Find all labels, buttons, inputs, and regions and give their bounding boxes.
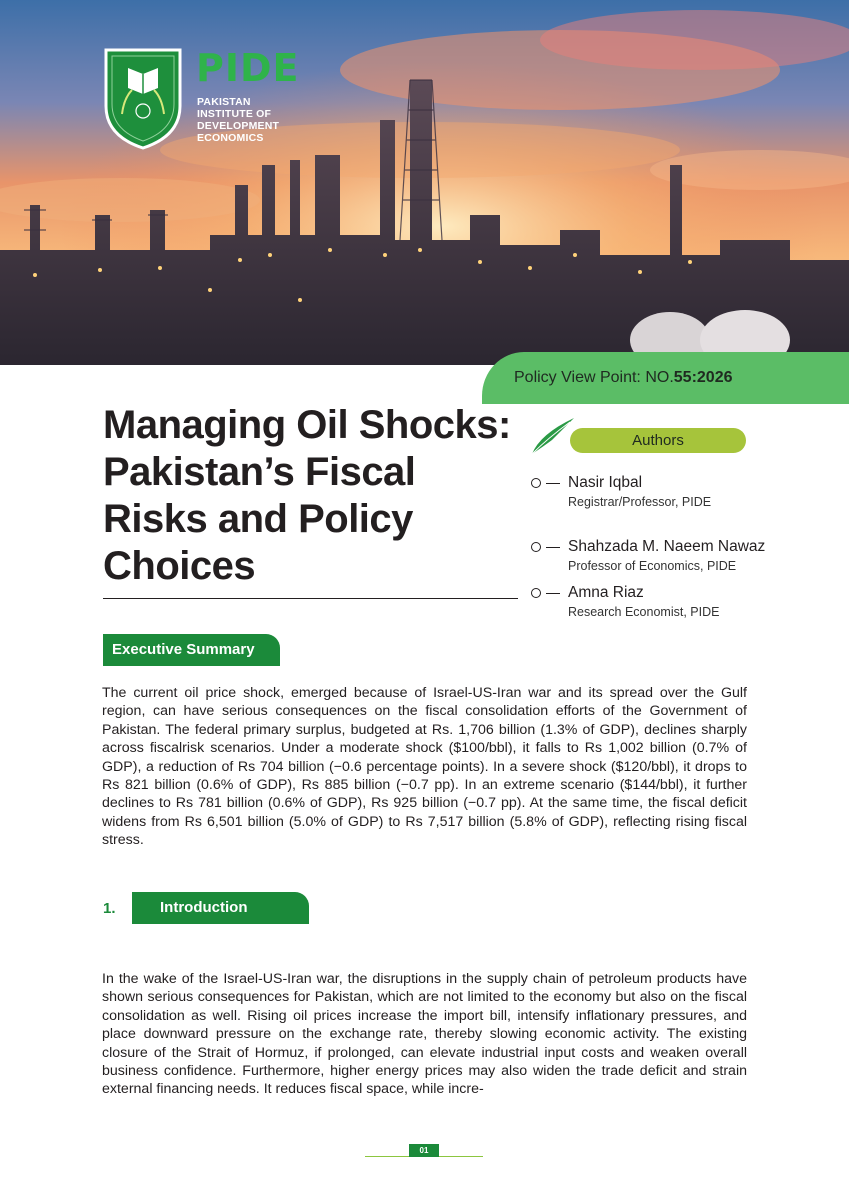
pide-logo: [102, 44, 302, 154]
bullet-circle-icon: [531, 542, 541, 552]
policy-number: 55:2026: [673, 369, 733, 386]
section-number: 1.: [103, 900, 116, 917]
bullet-dash: [546, 483, 560, 484]
executive-summary-heading: Executive Summary: [103, 634, 280, 666]
title-divider: [103, 598, 518, 599]
pide-wordmark: PIDE: [196, 46, 300, 90]
bullet-circle-icon: [531, 478, 541, 488]
pide-institute-name: PAKISTAN INSTITUTE OF DEVELOPMENT ECONOMICS: [197, 96, 280, 144]
executive-summary-text: The current oil price shock, emerged because of Israel-US-Iran war and its spread over the Gulf region, can have serious consequences on the fiscal consolidation efforts of the Government of Pakistan. The federal primary surplus, budgeted at Rs. 1,706 billion (1.3% of GDP), declines sharply across fiscalrisk scenarios. Under a moderate shock ($100/bbl), it falls to Rs 1,002 billion (0.7% of GDP), a reduction of Rs 704 billion (−0.6 percentage points). In a severe shock ($120/bbl), it drops to Rs 821 billion (0.6% of GDP), Rs 885 billion (−0.7 pp). In an extreme scenario ($144/bbl), it further declines to Rs 781 billion (0.6% of GDP), Rs 925 billion (−0.7 pp). At the same time, the fiscal deficit widens from Rs 6,501 billion (5.0% of GDP) to Rs 7,517 billion (5.8% of GDP), reflecting rising fiscal stress.: [102, 685, 747, 849]
pide-shield-emblem: [102, 44, 184, 152]
author-name: Amna Riaz: [568, 584, 644, 601]
introduction-text: In the wake of the Israel-US-Iran war, the disruptions in the supply chain of petroleum products have shown serious consequences for Pakistan, which are not limited to the economy but also on the fiscal consolidation as well. Rising oil prices increase the import bill, intensify inflationary pressures, and place downward pressure on the exchange rate, thereby slowing economic activity. The existing closure of the Strait of Hormuz, if prolonged, can elevate industrial input costs and weaken overall business confidence. Furthermore, higher energy prices may also widen the trade deficit and strain external financing needs. It reduces fiscal space, while incre-: [102, 971, 747, 1098]
policy-viewpoint-label: [514, 369, 732, 387]
page-number: 01: [409, 1144, 439, 1157]
author-role: Registrar/Professor, PIDE: [568, 495, 712, 509]
author-name: Nasir Iqbal: [568, 474, 643, 491]
policy-viewpoint-ribbon: [482, 352, 849, 404]
author-role: Professor of Economics, PIDE: [568, 559, 737, 573]
author-name: Shahzada M. Naeem Nawaz: [568, 538, 766, 555]
page-title: Managing Oil Shocks: Pakistan’s Fiscal Risks and Policy Choices: [103, 403, 511, 588]
authors-label: Authors: [570, 428, 746, 453]
author-role: Research Economist, PIDE: [568, 605, 720, 619]
bullet-dash: [546, 547, 560, 548]
quill-icon: [530, 416, 576, 456]
bullet-dash: [546, 593, 560, 594]
bullet-circle-icon: [531, 588, 541, 598]
policy-label-text: Policy View Point: NO.: [514, 369, 674, 386]
introduction-heading: Introduction: [132, 892, 309, 924]
